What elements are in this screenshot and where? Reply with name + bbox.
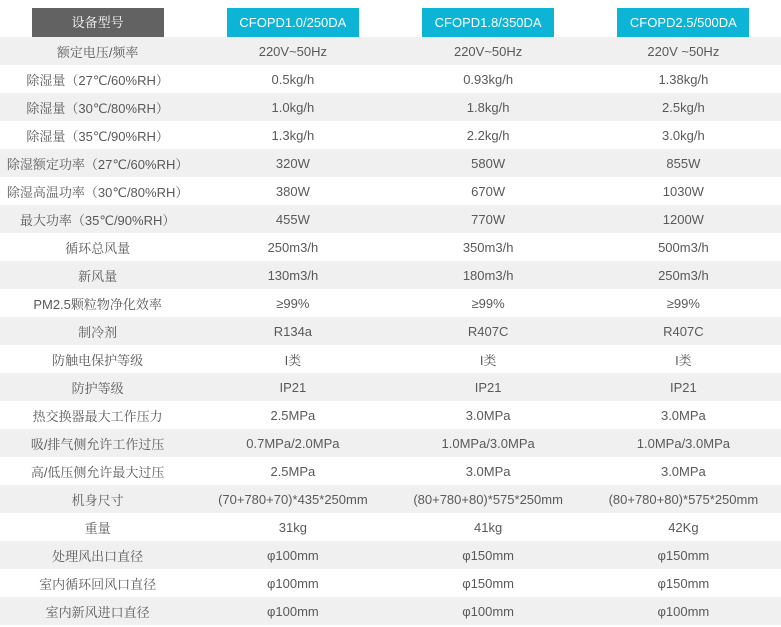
- row-value: 670W: [471, 183, 506, 199]
- row-value: 455W: [275, 211, 310, 227]
- row-value: φ100mm: [266, 603, 319, 619]
- row-value: 1.38kg/h: [658, 71, 709, 87]
- row-value: φ150mm: [462, 547, 515, 563]
- table-row: [0, 317, 781, 345]
- row-value: (80+780+80)*575*250mm: [413, 491, 563, 507]
- row-label: 最大功率（35℃/90%RH）: [19, 212, 176, 228]
- row-value: IP21: [474, 379, 502, 395]
- row-label: 循环总风量: [65, 240, 131, 256]
- row-label: 室内新风进口直径: [45, 604, 150, 620]
- row-value: R134a: [273, 323, 313, 339]
- row-value: φ150mm: [462, 575, 515, 591]
- header-cell-model-1: [195, 0, 390, 37]
- row-label: 热交换器最大工作压力: [32, 408, 163, 424]
- row-value: 770W: [471, 211, 506, 227]
- row-label: 吸/排气侧允许工作过压: [30, 436, 165, 452]
- table-row: [0, 345, 781, 373]
- row-label: PM2.5颗粒物净化效率: [33, 296, 162, 312]
- row-value: 220V~50Hz: [258, 43, 328, 59]
- row-label: 机身尺寸: [71, 492, 124, 508]
- row-label: 处理风出口直径: [52, 548, 144, 564]
- table-row: [0, 65, 781, 93]
- row-value: 350m3/h: [462, 239, 514, 255]
- row-value: 250m3/h: [267, 239, 319, 255]
- spec-table-body: [0, 37, 781, 625]
- row-value: φ150mm: [657, 575, 710, 591]
- row-label: 制冷剂: [78, 324, 118, 340]
- row-value: 380W: [275, 183, 310, 199]
- row-value: φ150mm: [657, 547, 710, 563]
- row-value: I类: [284, 352, 302, 368]
- row-label: 除湿高温功率（30℃/80%RH）: [6, 184, 189, 200]
- row-value: 1.3kg/h: [271, 127, 315, 143]
- row-label: 除湿量（27℃/60%RH）: [26, 72, 169, 88]
- table-row: [0, 401, 781, 429]
- row-value: 3.0kg/h: [662, 127, 705, 143]
- row-value: 0.7MPa/2.0MPa: [246, 435, 340, 451]
- table-row: [0, 457, 781, 485]
- row-value: 42Kg: [668, 519, 699, 535]
- row-value: 0.5kg/h: [271, 71, 315, 87]
- row-value: 580W: [471, 155, 506, 171]
- header-cell-model-2: [391, 0, 586, 37]
- table-row: [0, 429, 781, 457]
- row-value: 2.5MPa: [270, 407, 316, 423]
- table-row: [0, 261, 781, 289]
- row-value: 500m3/h: [658, 239, 709, 255]
- row-value: IP21: [670, 379, 697, 395]
- row-value: 1200W: [662, 211, 704, 227]
- table-row: [0, 121, 781, 149]
- row-value: (70+780+70)*435*250mm: [218, 491, 368, 507]
- row-value: I类: [479, 352, 497, 368]
- row-value: R407C: [663, 323, 704, 339]
- table-row: [0, 485, 781, 513]
- row-value: 250m3/h: [658, 267, 709, 283]
- table-row: [0, 569, 781, 597]
- table-row: [0, 205, 781, 233]
- row-value: 3.0MPa: [465, 407, 511, 423]
- table-row: [0, 233, 781, 261]
- row-value: 855W: [666, 155, 701, 171]
- row-value: ≥99%: [471, 295, 505, 311]
- row-value: IP21: [279, 379, 307, 395]
- row-value: 1.0kg/h: [271, 99, 315, 115]
- table-row: [0, 597, 781, 625]
- row-value: 3.0MPa: [660, 463, 706, 479]
- row-value: 1030W: [662, 183, 704, 199]
- row-value: R407C: [467, 323, 509, 339]
- table-row: [0, 37, 781, 65]
- row-value: ≥99%: [276, 295, 310, 311]
- row-value: 3.0MPa: [465, 463, 511, 479]
- row-value: I类: [675, 352, 692, 368]
- table-row: [0, 93, 781, 121]
- row-value: φ100mm: [266, 547, 319, 563]
- row-value: φ100mm: [266, 575, 319, 591]
- model-badge-cfopd2-5: CFOPD2.5/500DA: [617, 8, 749, 37]
- row-value: 130m3/h: [267, 267, 319, 283]
- table-row: [0, 149, 781, 177]
- row-value: 0.93kg/h: [463, 71, 514, 87]
- row-value: 31kg: [278, 519, 307, 535]
- row-label: 除湿量（35℃/90%RH）: [26, 128, 169, 144]
- row-label: 额定电压/频率: [56, 44, 139, 60]
- row-value: 2.5MPa: [270, 463, 316, 479]
- row-value: 41kg: [474, 519, 503, 535]
- row-value: 320W: [275, 155, 310, 171]
- row-label: 除湿额定功率（27℃/60%RH）: [6, 156, 189, 172]
- table-row: [0, 513, 781, 541]
- row-value: 220V ~50Hz: [647, 43, 720, 59]
- row-label: 高/低压侧允许最大过压: [30, 464, 165, 480]
- table-row: [0, 373, 781, 401]
- row-value: (80+780+80)*575*250mm: [608, 491, 759, 507]
- table-row: [0, 541, 781, 569]
- row-label: 防护等级: [71, 380, 124, 396]
- row-label: 除湿量（30℃/80%RH）: [26, 100, 169, 116]
- device-model-header: 设备型号: [32, 8, 164, 37]
- row-value: 180m3/h: [462, 267, 514, 283]
- row-value: 2.2kg/h: [466, 127, 510, 143]
- row-value: 3.0MPa: [660, 407, 706, 423]
- row-value: 1.0MPa/3.0MPa: [441, 435, 535, 451]
- row-value: 1.8kg/h: [466, 99, 510, 115]
- header-cell-model-3: [586, 0, 781, 37]
- row-value: 220V~50Hz: [453, 43, 523, 59]
- row-value: φ100mm: [462, 603, 515, 619]
- row-value: 1.0MPa/3.0MPa: [636, 435, 730, 451]
- row-label: 防触电保护等级: [52, 352, 144, 368]
- row-value: 2.5kg/h: [662, 99, 705, 115]
- table-row: [0, 289, 781, 317]
- table-row: [0, 177, 781, 205]
- model-badge-cfopd1-8: CFOPD1.8/350DA: [422, 8, 554, 37]
- row-value: ≥99%: [666, 295, 700, 311]
- header-cell-label: [0, 0, 195, 37]
- model-badge-cfopd1-0: CFOPD1.0/250DA: [227, 8, 359, 37]
- row-label: 室内循环回风口直径: [39, 576, 157, 592]
- row-label: 新风量: [78, 268, 118, 284]
- table-header-row: [0, 0, 781, 37]
- row-value: φ100mm: [657, 603, 710, 619]
- row-label: 重量: [84, 520, 111, 536]
